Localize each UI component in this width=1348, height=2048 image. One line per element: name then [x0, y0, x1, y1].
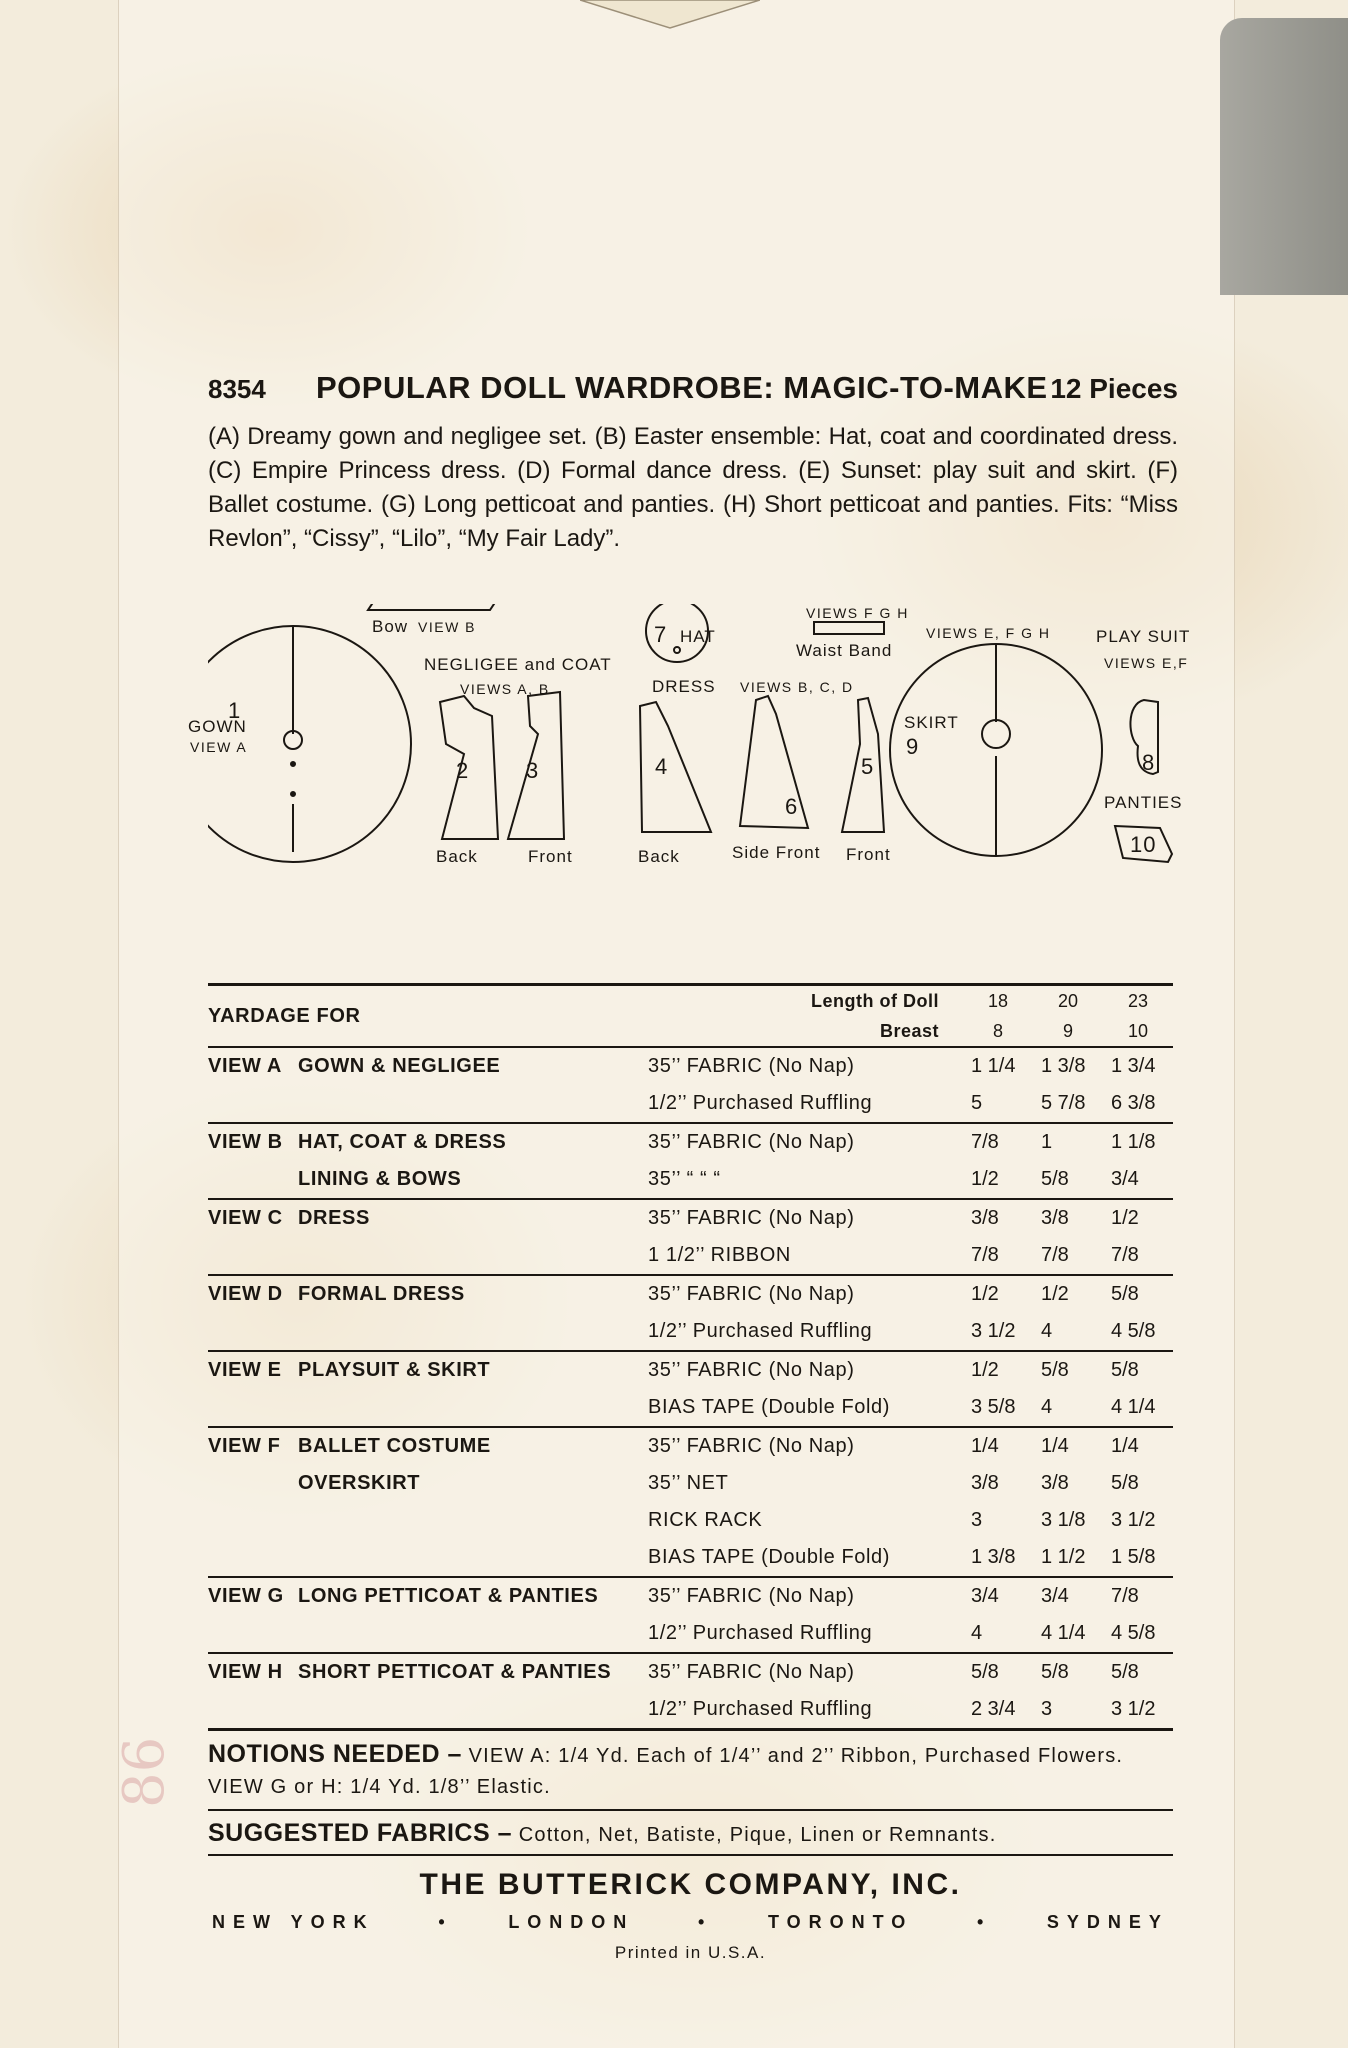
yardage-cell-23: 3 1/2 [1111, 1509, 1156, 1531]
garment-name: HAT, COAT & DRESS [298, 1131, 507, 1153]
row-label [208, 1055, 648, 1078]
yardage-cell-20: 1 1/2 [1041, 1546, 1086, 1568]
playsuit-views: VIEWS E,F [1104, 655, 1189, 671]
yardage-rows [208, 1046, 1173, 1728]
bow-piece [368, 604, 498, 610]
yardage-cell-18: 2 3/4 [971, 1698, 1016, 1720]
yardage-cell-23: 1 5/8 [1111, 1546, 1156, 1568]
waistband-label: Waist Band [796, 641, 893, 660]
yardage-cell-18: 5 [971, 1092, 983, 1114]
pattern-pieces-drawing [208, 604, 1178, 894]
playsuit-title: PLAY SUIT [1096, 627, 1191, 646]
material-cell: 1 1/2’’ RIBBON [648, 1244, 791, 1266]
yardage-cell-18: 3/4 [971, 1585, 999, 1607]
notions-section [208, 1731, 1173, 1809]
table-row [208, 1161, 1173, 1198]
view-letter: VIEW B [208, 1131, 283, 1153]
row-label [208, 1283, 648, 1306]
notions-label: NOTIONS NEEDED – [208, 1740, 462, 1768]
yardage-cell-18: 3 [971, 1509, 983, 1531]
breast-9: 9 [1062, 1020, 1073, 1041]
garment-name: LONG PETTICOAT & PANTIES [298, 1585, 599, 1607]
hat-piece-number: 7 [654, 622, 668, 647]
hat-label: HAT [680, 627, 716, 646]
material-cell: 35’’ FABRIC (No Nap) [648, 1359, 855, 1381]
material-cell: 35’’ FABRIC (No Nap) [648, 1585, 855, 1607]
yardage-cell-20: 3/4 [1041, 1585, 1069, 1607]
notions-text: VIEW A: 1/4 Yd. Each of 1/4’’ and 2’’ Ribbon, Purchased Flowers. VIEW G or H: 1/4 Yd. 1/8’’ Elastic. [208, 1745, 1124, 1798]
length-20: 20 [1057, 990, 1079, 1011]
dress-title: DRESS [652, 677, 716, 696]
yardage-cell-20: 3 [1041, 1698, 1053, 1720]
yardage-cell-18: 1 1/4 [971, 1055, 1016, 1077]
table-row [208, 1237, 1173, 1274]
material-cell: 35’’ “ “ “ [648, 1168, 721, 1190]
yardage-cell-18: 4 [971, 1622, 983, 1644]
yardage-cell-23: 4 5/8 [1111, 1320, 1156, 1342]
view-letter: VIEW A [208, 1055, 282, 1077]
yardage-cell-20: 4 [1041, 1320, 1053, 1342]
yardage-cell-20: 4 [1041, 1396, 1053, 1418]
table-row [208, 1539, 1173, 1576]
yardage-cell-23: 7/8 [1111, 1585, 1139, 1607]
yardage-cell-23: 4 5/8 [1111, 1622, 1156, 1644]
table-row [208, 1428, 1173, 1465]
view-letter: VIEW G [208, 1585, 284, 1607]
view-letter: VIEW H [208, 1661, 283, 1683]
pattern-pieces-diagram [188, 604, 1191, 894]
title-row [208, 370, 1178, 406]
yardage-cell-20: 4 1/4 [1041, 1622, 1086, 1644]
row-label [208, 1168, 648, 1191]
negligee-title: NEGLIGEE and COAT [424, 655, 612, 674]
yardage-cell-20: 1/4 [1041, 1435, 1069, 1457]
fabrics-text: Cotton, Net, Batiste, Pique, Linen or Remnants. [518, 1824, 997, 1846]
breast-10: 10 [1127, 1020, 1149, 1041]
yardage-cell-18: 1 3/8 [971, 1546, 1016, 1568]
material-cell: RICK RACK [648, 1509, 763, 1531]
garment-name: LINING & BOWS [298, 1168, 462, 1190]
city: LONDON [508, 1912, 635, 1932]
garment-name: BALLET COSTUME [298, 1435, 491, 1457]
table-row [208, 1691, 1173, 1728]
view-letter: VIEW C [208, 1207, 283, 1229]
yardage-cell-20: 5 7/8 [1041, 1092, 1086, 1114]
fabrics-section [208, 1811, 1173, 1854]
yardage-cell-23: 5/8 [1111, 1359, 1139, 1381]
yardage-cell-18: 1/4 [971, 1435, 999, 1457]
yardage-cell-23: 5/8 [1111, 1472, 1139, 1494]
view-letter: VIEW D [208, 1283, 283, 1305]
yardage-cell-18: 1/2 [971, 1283, 999, 1305]
gown-piece-number: 1 [228, 698, 242, 723]
pattern-number: 8354 [208, 374, 266, 404]
yardage-cell-23: 6 3/8 [1111, 1092, 1156, 1114]
garment-name: PLAYSUIT & SKIRT [298, 1359, 491, 1381]
yardage-cell-23: 3 1/2 [1111, 1698, 1156, 1720]
piece-9-number: 9 [906, 734, 920, 759]
dress-front-label: Front [846, 845, 891, 864]
table-row [208, 1085, 1173, 1122]
yardage-cell-20: 3/8 [1041, 1207, 1069, 1229]
material-cell: 35’’ FABRIC (No Nap) [648, 1661, 855, 1683]
bow-label: Bow [372, 617, 409, 636]
table-row [208, 1578, 1173, 1615]
panties-label: PANTIES [1104, 793, 1183, 812]
table-row [208, 1615, 1173, 1652]
yardage-cell-20: 1 3/8 [1041, 1055, 1086, 1077]
length-label: Length of Doll [811, 990, 939, 1011]
material-cell: 35’’ NET [648, 1472, 729, 1494]
table-row [208, 1654, 1173, 1691]
length-23: 23 [1127, 990, 1149, 1011]
garment-name: OVERSKIRT [298, 1472, 421, 1494]
yardage-cell-20: 3 1/8 [1041, 1509, 1086, 1531]
yardage-cell-18: 3 1/2 [971, 1320, 1016, 1342]
piece-4-number: 4 [655, 754, 669, 779]
breast-8: 8 [992, 1020, 1003, 1041]
gown-view: VIEW A [190, 739, 248, 755]
table-row [208, 1124, 1173, 1161]
yardage-cell-18: 1/2 [971, 1359, 999, 1381]
table-row [208, 1389, 1173, 1426]
yardage-cell-23: 7/8 [1111, 1244, 1139, 1266]
pattern-description: (A) Dreamy gown and negligee set. (B) Easter ensemble: Hat, coat and coordinated dress. (C) Empire Princess dress. (D) Formal dance dress. (E) Sunset: play suit and skirt. (F) Ballet costume. (G) Long petticoat and panties. (H) Short petticoat and panties. Fits: “Miss Revlon”, “Cissy”, “Lilo”, “My Fair Lady”. [208, 423, 1178, 552]
row-label [208, 1472, 648, 1495]
table-row [208, 1048, 1173, 1085]
garment-name: GOWN & NEGLIGEE [298, 1055, 501, 1077]
yardage-cell-18: 7/8 [971, 1131, 999, 1153]
yardage-table [208, 983, 1173, 1963]
yardage-cell-20: 5/8 [1041, 1359, 1069, 1381]
table-row [208, 1352, 1173, 1389]
row-label [208, 1585, 648, 1608]
view-letter: VIEW F [208, 1435, 281, 1457]
dress-views: VIEWS B, C, D [740, 679, 854, 695]
garment-name: DRESS [298, 1207, 370, 1229]
fabrics-label: SUGGESTED FABRICS – [208, 1819, 512, 1847]
gray-tab [1220, 18, 1348, 295]
row-label [208, 1131, 648, 1154]
material-cell: 1/2’’ Purchased Ruffling [648, 1092, 873, 1114]
city-separator: • [976, 1912, 984, 1932]
city: SYDNEY [1046, 1912, 1169, 1932]
piece-8-number: 8 [1142, 750, 1156, 775]
yardage-cell-18: 7/8 [971, 1244, 999, 1266]
table-row [208, 1200, 1173, 1237]
material-cell: 35’’ FABRIC (No Nap) [648, 1055, 855, 1077]
piece-5-number: 5 [861, 754, 875, 779]
yardage-cell-20: 1/2 [1041, 1283, 1069, 1305]
table-row [208, 1502, 1173, 1539]
printed-in: Printed in U.S.A. [614, 1943, 767, 1962]
yardage-cell-23: 5/8 [1111, 1661, 1139, 1683]
view-letter: VIEW E [208, 1359, 282, 1381]
dress-back-label: Back [638, 847, 680, 866]
breast-label: Breast [879, 1020, 939, 1041]
yardage-cell-23: 1 3/4 [1111, 1055, 1156, 1077]
yardage-cell-23: 3/4 [1111, 1168, 1139, 1190]
garment-name: SHORT PETTICOAT & PANTIES [298, 1661, 612, 1683]
fabrics-rule [208, 1854, 1173, 1856]
view-letter [208, 1472, 298, 1495]
yardage-cell-18: 3/8 [971, 1207, 999, 1229]
yardage-cell-23: 4 1/4 [1111, 1396, 1156, 1418]
material-cell: 35’’ FABRIC (No Nap) [648, 1207, 855, 1229]
gown-label: GOWN [188, 717, 247, 736]
yardage-cell-20: 5/8 [1041, 1661, 1069, 1683]
city: NEW YORK [212, 1912, 375, 1932]
piece-3-number: 3 [526, 758, 540, 783]
negligee-views: VIEWS A, B [460, 681, 550, 697]
negligee-back-label: Back [436, 847, 478, 866]
yardage-cell-18: 5/8 [971, 1661, 999, 1683]
waist-band-piece [814, 622, 884, 634]
material-cell: 1/2’’ Purchased Ruffling [648, 1622, 873, 1644]
yardage-cell-18: 1/2 [971, 1168, 999, 1190]
piece-count: 12 Pieces [1050, 373, 1178, 404]
city-separator: • [697, 1912, 705, 1932]
row-label [208, 1359, 648, 1382]
yardage-cell-23: 1 1/8 [1111, 1131, 1156, 1153]
table-row [208, 1276, 1173, 1313]
city: TORONTO [767, 1912, 914, 1932]
length-18: 18 [987, 990, 1009, 1011]
company-cities [208, 1912, 1173, 1933]
yardage-heading: YARDAGE FOR [208, 1004, 361, 1027]
dress-back-piece [640, 702, 711, 832]
yardage-cell-23: 5/8 [1111, 1283, 1139, 1305]
yardage-cell-20: 5/8 [1041, 1168, 1069, 1190]
piece-10-number: 10 [1130, 832, 1157, 857]
bow-view: VIEW B [418, 619, 477, 635]
material-cell: 35’’ FABRIC (No Nap) [648, 1131, 855, 1153]
yardage-cell-18: 3 5/8 [971, 1396, 1016, 1418]
piece-6-number: 6 [785, 794, 799, 819]
yardage-cell-20: 3/8 [1041, 1472, 1069, 1494]
material-cell: 1/2’’ Purchased Ruffling [648, 1698, 873, 1720]
yardage-header-row [208, 986, 1173, 1046]
view-letter [208, 1168, 298, 1191]
skirt-views: VIEWS E, F G H [926, 625, 1051, 641]
material-cell: BIAS TAPE (Double Fold) [648, 1396, 891, 1418]
negligee-front-label: Front [528, 847, 573, 866]
garment-name: FORMAL DRESS [298, 1283, 465, 1305]
row-label [208, 1661, 648, 1684]
yardage-cell-23: 1/2 [1111, 1207, 1139, 1229]
pencil-stamp: 86 [112, 1736, 177, 1808]
row-label [208, 1435, 648, 1458]
yardage-cell-23: 1/4 [1111, 1435, 1139, 1457]
yardage-cell-18: 3/8 [971, 1472, 999, 1494]
pattern-info [188, 370, 1191, 894]
waistband-views: VIEWS F G H [806, 605, 909, 621]
material-cell: 1/2’’ Purchased Ruffling [648, 1320, 873, 1342]
yardage-cell-20: 1 [1041, 1131, 1053, 1153]
pattern-title: POPULAR DOLL WARDROBE: MAGIC-TO-MAKE [316, 370, 1048, 405]
material-cell: 35’’ FABRIC (No Nap) [648, 1283, 855, 1305]
table-row [208, 1465, 1173, 1502]
material-cell: 35’’ FABRIC (No Nap) [648, 1435, 855, 1457]
skirt-label: SKIRT [904, 713, 959, 732]
envelope-flap-notch [580, 0, 760, 30]
row-label [208, 1207, 648, 1230]
material-cell: BIAS TAPE (Double Fold) [648, 1546, 891, 1568]
city-separator: • [438, 1912, 445, 1932]
table-row [208, 1313, 1173, 1350]
piece-2-number: 2 [456, 758, 470, 783]
dress-side-front-label: Side Front [732, 843, 821, 862]
yardage-cell-20: 7/8 [1041, 1244, 1069, 1266]
company-name: THE BUTTERICK COMPANY, INC. [419, 1868, 962, 1901]
